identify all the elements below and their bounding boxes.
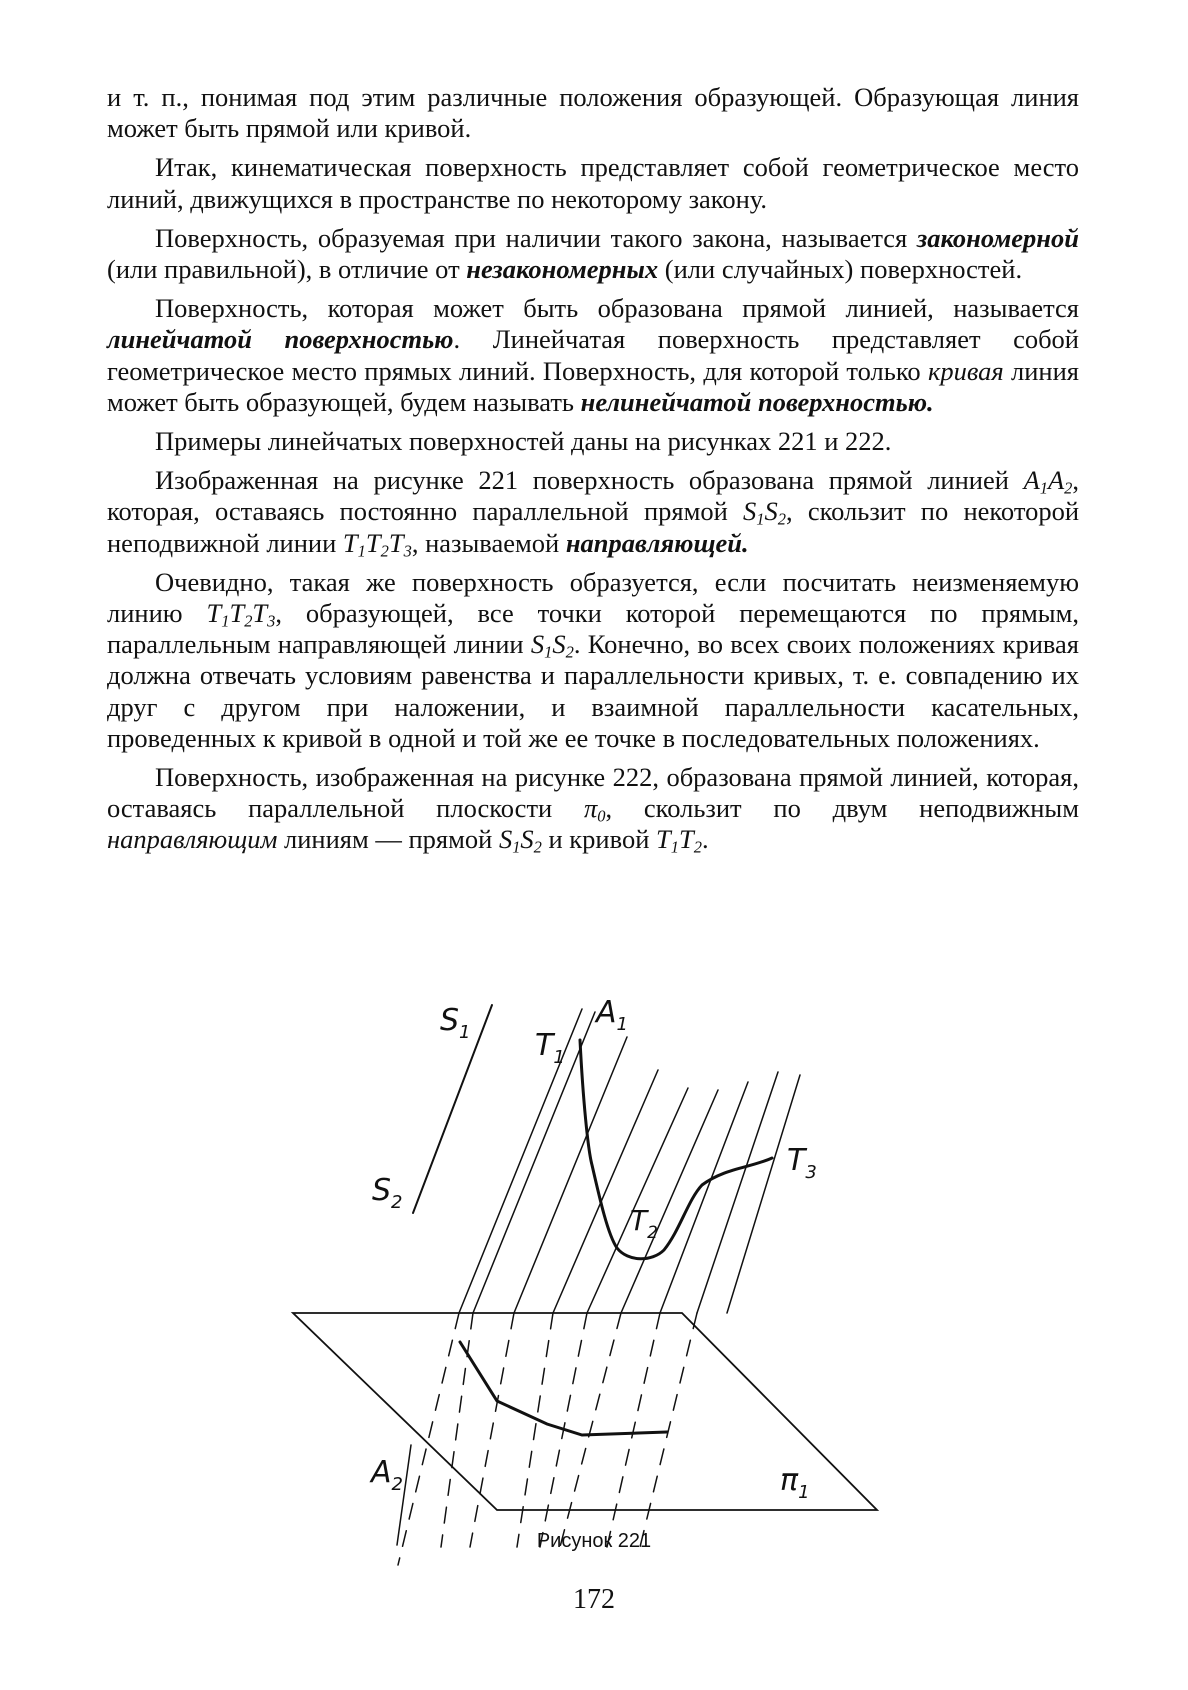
paragraph-text: Примеры линейчатых поверхностей даны на рисунках 221 и 222. xyxy=(155,426,892,457)
generatrix-lines xyxy=(459,1009,800,1313)
math-symbol: $T_1T_2T_3$ xyxy=(206,598,276,631)
label-t3: $T_3$ xyxy=(787,1143,817,1183)
paragraph xyxy=(107,465,1079,559)
paragraph-text: , скользит по двум неподвижным xyxy=(605,793,1080,824)
term-ruled-surface: линейчатой поверхностью xyxy=(107,324,454,355)
label-pi1: $\pi_1$ xyxy=(780,1463,810,1503)
paragraph xyxy=(107,152,1079,214)
label-a1: $A_1$ xyxy=(596,995,628,1035)
paragraph-text: (или правильной), в отличие от xyxy=(107,254,467,285)
math-symbol: $S_1S_2$ xyxy=(498,824,542,858)
paragraph xyxy=(107,223,1079,285)
math-symbol: $A_1A_2$ xyxy=(1023,465,1073,498)
plane-pi1 xyxy=(293,1313,877,1510)
math-symbol: $T_1T_2T_3$ xyxy=(342,527,412,561)
curve-t1t2t3 xyxy=(580,1040,772,1259)
paragraph-text: Поверхность, которая может быть образована прямой линией, называется xyxy=(155,293,1079,324)
term-regular-surface: закономерной xyxy=(916,222,1079,253)
paragraph xyxy=(107,426,1079,457)
math-symbol: $T_1T_2$ xyxy=(656,824,702,858)
curve-on-plane xyxy=(460,1342,667,1435)
paragraph-text: , скользит по некоторой неподвижной линии xyxy=(107,496,1079,558)
term-nonruled-surface: нелинейчатой поверхностью. xyxy=(580,386,934,417)
term-irregular-surfaces: незакономерных xyxy=(466,254,659,285)
line-s1s2 xyxy=(413,1005,492,1213)
emphasis-curve: кривая xyxy=(927,355,1004,386)
term-directrix: направляющей. xyxy=(565,527,749,558)
paragraph-text: . Линейчатая поверхность представляет собой геометрическое место прямых линий. Поверхность, для которой только xyxy=(107,324,1079,386)
paragraph-text: , которая, оставаясь постоянно параллельной прямой xyxy=(107,465,1079,527)
paragraph-text: Итак, кинематическая поверхность представляет собой геометрическое место линий, движущихся в пространстве по некоторому закону. xyxy=(107,152,1079,214)
label-a2: $A_2$ xyxy=(371,1455,403,1495)
math-symbol: $S_1S_2$ xyxy=(743,496,786,530)
math-symbol: $\pi_0$ xyxy=(584,793,606,826)
math-symbol: $S_1S_2$ xyxy=(530,629,574,662)
paragraph xyxy=(107,82,1079,144)
paragraph-text: . xyxy=(701,824,709,855)
paragraph-text: и кривой xyxy=(541,824,657,855)
figure-caption: Рисунок 221 xyxy=(536,1530,652,1552)
hidden-generatrix-lines xyxy=(398,1313,697,1565)
body-text xyxy=(107,82,1079,864)
paragraph-text: и т. п., понимая под этим различные положения образующей. Образующая линия может быть прямой или кривой. xyxy=(107,82,1079,144)
paragraph-text: линиям — прямой xyxy=(277,824,499,855)
paragraph-text: (или случайных) поверхностей. xyxy=(658,254,1023,285)
paragraph-text: Поверхность, изображенная на рисунке 222, образована прямой линией, которая, оставаясь параллельной плоскости xyxy=(107,762,1079,824)
emphasis-directrices: направляющим xyxy=(107,824,278,855)
paragraph-text: Изображенная на рисунке 221 поверхность образована прямой линией xyxy=(155,465,1024,496)
paragraph-text: Поверхность, образуемая при наличии такого закона, называется xyxy=(155,222,917,253)
paragraph xyxy=(107,762,1079,856)
paragraph xyxy=(107,293,1079,418)
label-t2: $T_2$ xyxy=(630,1204,658,1243)
paragraph-text: , образующей, все точки которой перемещаются по прямым, параллельным направляющей линии xyxy=(107,598,1079,660)
page-number: 172 xyxy=(573,1584,615,1615)
paragraph-text: Очевидно, такая же поверхность образуется, если посчитать неизменяемую линию xyxy=(107,566,1079,629)
paragraph-text: . Конечно, во всех своих положениях кривая должна отвечать условиям равенства и параллельности кривых, т. е. совпадению их друг с другом при наложении, и взаимной параллельности касательных, проведенных к кривой в одной и той же ее точке в последовательных положениях. xyxy=(107,629,1079,753)
label-s2: $S_2$ xyxy=(372,1173,403,1213)
paragraph-text: , называемой xyxy=(411,527,566,558)
paragraph xyxy=(107,567,1079,754)
label-s1: $S_1$ xyxy=(440,1003,471,1043)
label-t1: $T_1$ xyxy=(535,1028,565,1068)
paragraph-text: линия может быть образующей, будем называть xyxy=(107,355,1079,417)
